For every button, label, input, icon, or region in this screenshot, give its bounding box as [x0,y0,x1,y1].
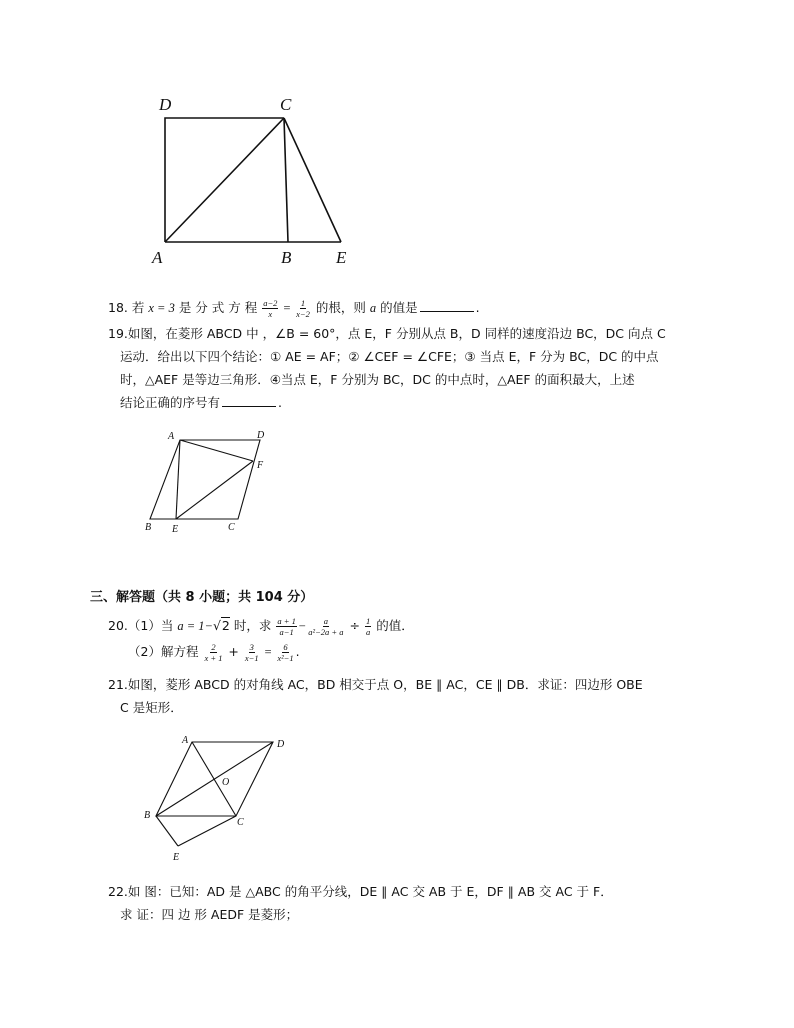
minus-sign: − [297,619,307,633]
question-number: 22. [108,884,128,899]
q18-equals: = [279,301,295,315]
fraction-b1 [203,642,223,663]
question-20 [108,614,708,664]
figure-square-triangle-svg [150,92,370,272]
q20-text-4: （2）解方程 [128,644,203,659]
q21-line-2: C 是矩形． [120,700,183,715]
figure-rhombus-q21 [140,732,300,872]
figure-rhombus-q19 [140,428,280,538]
q19-line-1 [108,322,708,345]
q22-line-1 [108,880,708,903]
fraction-2-numerator: 1 [300,298,306,308]
q19-line-4 [108,391,708,414]
point-label-E: E [173,852,180,863]
fraction-b3-numerator: 6 [283,642,288,652]
point-label-A: A [182,735,189,746]
fraction-b1-numerator: 2 [211,642,216,652]
q20-part-2 [108,640,708,664]
rhombus-ABCD [150,440,260,519]
q20-a-eq: a = 1− [177,619,213,633]
q20-text-3: 的值． [372,618,414,633]
question-22 [108,880,708,926]
q18-text-3: 的根，则 [311,300,370,315]
fraction-1-numerator: a−2 [263,298,278,308]
question-18 [108,296,708,320]
point-label-A: A [152,248,163,267]
q20-text-1: （1）当 [127,618,178,633]
sqrt-sign: √ [212,618,221,633]
fraction-a1 [276,616,297,637]
fraction-b1-denominator: x + 1 [204,653,223,663]
q18-text-4: 的值是 [376,300,418,315]
fraction-b2 [244,642,260,663]
q19-line-3: 时，△AEF 是等边三角形．④当点 E，F 分别为 BC，DC 的中点时，△AEF 的面积最大，上述 [120,372,635,387]
fraction-b2-numerator: 3 [249,642,254,652]
q18-end: . [475,300,480,315]
segment-AF [180,440,253,461]
fraction-a2 [307,616,344,637]
figure-rhombus-q21-svg [140,732,300,872]
q20-text-2: 时，求 [229,618,276,633]
point-label-C: C [228,522,235,533]
q21-line-1 [108,673,708,696]
segment-BE [156,816,178,846]
q18-var-a: a [369,301,377,315]
point-label-C: C [237,817,244,828]
fraction-a3-denominator: a [365,627,371,637]
q20-part-1 [108,614,708,638]
point-label-D: D [277,739,285,750]
question-21 [108,673,708,719]
fraction-b2-denominator: x−1 [244,653,259,663]
divide-sign: ÷ [345,618,364,633]
fraction-a1-denominator: a−1 [279,627,294,637]
question-number: 19. [108,326,128,341]
q19-end: . [278,395,282,410]
segment-CE [284,118,341,242]
point-label-O: O [222,777,230,788]
question-number: 21. [108,677,128,692]
point-label-E: E [172,524,179,535]
fraction-b3 [276,642,294,663]
q19-line-2: 运动．给出以下四个结论：① AE = AF；② ∠CEF = ∠CFE；③ 当点 E，F 分为 BC，DC 的中点 [120,349,659,364]
section-heading: 三、解答题（共 8 小题；共 104 分） [90,590,314,605]
q18-x-eq: x = 3 [148,301,175,315]
fraction-b3-denominator: x²−1 [277,653,294,663]
q18-text-1: 若 [131,300,149,315]
fraction-a2-numerator: a [323,616,329,626]
point-label-D: D [159,95,172,114]
answer-blank [420,299,474,312]
segment-CB [284,118,288,242]
point-label-D: D [257,430,265,441]
segment-EF [176,461,253,519]
fraction-a3 [365,616,371,637]
point-label-B: B [281,248,292,267]
answer-blank [222,394,276,407]
fraction-a1-numerator: a + 1 [277,616,296,626]
question-number: 20. [108,618,128,633]
q20-end: . [295,644,300,659]
point-label-F: F [257,460,264,471]
fraction-a2-denominator: a²−2a + a [308,627,344,637]
figure-rhombus-q19-svg [140,428,280,538]
segment-CE [178,816,236,846]
segment-AC [165,118,284,242]
q22-text-1: 如 图：已知：AD 是 △ABC 的角平分线，DE ∥ AC 交 AB 于 E，DF ∥ AB 交 AC 于 F． [127,884,613,899]
fraction-1 [262,298,278,319]
question-number: 18. [108,300,128,315]
q22-line-2: 求 证：四 边 形 AEDF 是菱形； [120,907,299,922]
point-label-B: B [144,810,151,821]
point-label-E: E [336,248,347,267]
fraction-a3-numerator: 1 [365,616,371,626]
fraction-1-denominator: x [268,309,273,319]
q19-text-4: 结论正确的序号有 [120,395,221,410]
point-label-A: A [168,431,175,442]
q19-text-1: 如图，在菱形 ABCD 中 ，∠B = 60°，点 E，F 分别从点 B，D 同样的速度沿边 BC，DC 向点 C [127,326,666,341]
point-label-B: B [145,522,152,533]
sqrt-radicand: 2 [221,618,230,633]
figure-square-triangle [150,92,370,272]
q21-text-1: 如图，菱形 ABCD 的对角线 AC，BD 相交于点 O，BE ∥ AC，CE ∥ DB．求证：四边形 OBE [127,677,643,692]
equals-sign: = [260,645,276,659]
q18-text-2: 是 分 式 方 程 [174,300,262,315]
fraction-2 [295,298,311,319]
point-label-C: C [280,95,292,114]
question-19 [108,322,708,414]
fraction-2-denominator: x−2 [296,309,310,319]
segment-AE [176,440,180,519]
plus-sign: + [224,644,243,659]
